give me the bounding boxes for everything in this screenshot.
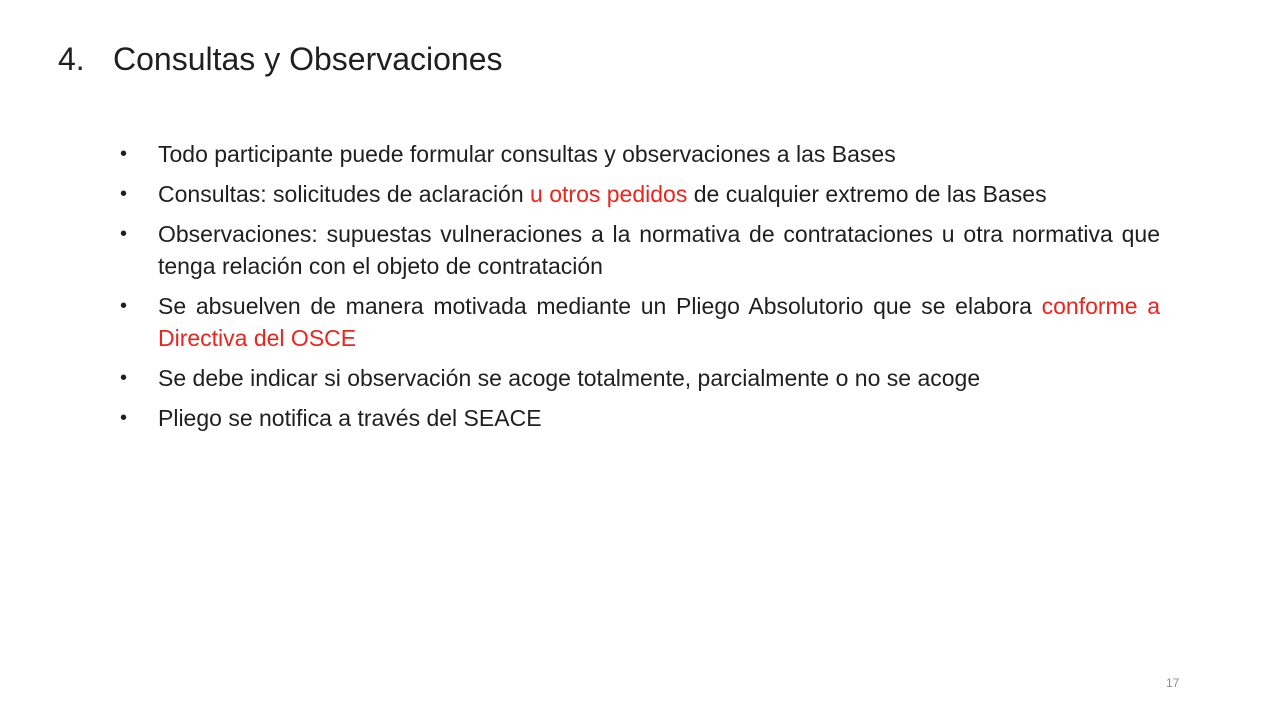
page-number: 17 <box>1166 676 1180 690</box>
bullet-item <box>120 178 1160 210</box>
bullet-text: de cualquier extremo de las Bases <box>687 181 1047 207</box>
bullet-text: Se debe indicar si observación se acoge totalmente, parcialmente o no se acoge <box>158 365 981 391</box>
bullet-text: Observaciones: supuestas vulneraciones a la normativa de contrataciones u otra normativa que tenga relación con el objeto de contratación <box>158 221 1160 279</box>
bullet-dot-icon: • <box>120 183 128 205</box>
bullet-dot-icon: • <box>120 407 128 429</box>
bullet-dot-icon: • <box>120 143 128 165</box>
title-number: 4. <box>58 41 85 77</box>
bullet-item <box>120 218 1160 282</box>
bullet-text: Pliego se notifica a través del SEACE <box>158 405 542 431</box>
bullet-list <box>120 138 1160 442</box>
bullet-dot-icon: • <box>120 295 128 317</box>
slide-title <box>58 36 503 82</box>
bullet-text: Consultas: solicitudes de aclaración <box>158 181 531 207</box>
bullet-item <box>120 290 1160 354</box>
bullet-highlight-text: u otros pedidos <box>530 181 688 207</box>
bullet-text: Se absuelven de manera motivada mediante un Pliego Absolutorio que se elabora <box>158 293 1042 319</box>
bullet-highlight-text: conforme a Directiva del OSCE <box>158 293 1160 351</box>
bullet-dot-icon: • <box>120 367 128 389</box>
bullet-item <box>120 362 1160 394</box>
bullet-item <box>120 138 1160 170</box>
bullet-item <box>120 402 1160 434</box>
title-text: Consultas y Observaciones <box>113 41 503 77</box>
bullet-dot-icon: • <box>120 223 128 245</box>
bullet-text: Todo participante puede formular consultas y observaciones a las Bases <box>158 141 896 167</box>
